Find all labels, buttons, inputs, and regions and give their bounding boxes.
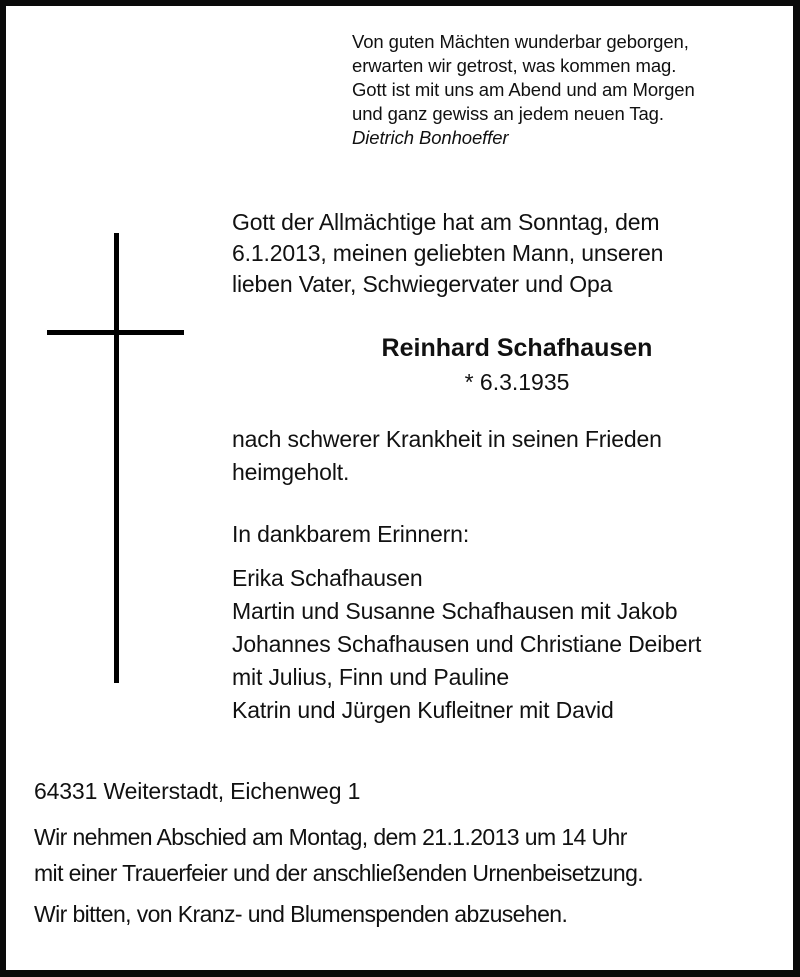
mourner-name: Katrin und Jürgen Kufleitner mit David xyxy=(232,697,614,723)
outro-line: heimgeholt. xyxy=(232,459,350,485)
intro-line: lieben Vater, Schwiegervater und Opa xyxy=(232,271,613,297)
intro-line: Gott der Allmächtige hat am Sonntag, dem xyxy=(232,209,660,235)
intro-line: 6.1.2013, meinen geliebten Mann, unseren xyxy=(232,240,664,266)
deceased-name: Reinhard Schafhausen xyxy=(381,334,653,362)
mourner-name: Erika Schafhausen xyxy=(232,565,423,591)
mourners-list xyxy=(232,562,701,727)
cross-horizontal-bar xyxy=(47,330,184,335)
address: 64331 Weiterstadt, Eichenweg 1 xyxy=(34,778,361,804)
poem-line: Gott ist mit uns am Abend und am Morgen xyxy=(352,79,695,100)
poem-line: und ganz gewiss an jedem neuen Tag. xyxy=(352,103,664,124)
announcement-outro xyxy=(232,423,662,489)
farewell-line: Wir nehmen Abschied am Montag, dem 21.1.2013 um 14 Uhr xyxy=(34,824,627,850)
poem-line: Von guten Mächten wunderbar geborgen, xyxy=(352,31,689,52)
cross-vertical-bar xyxy=(114,233,119,683)
poem-author: Dietrich Bonhoeffer xyxy=(352,127,509,148)
outro-line: nach schwerer Krankheit in seinen Frieden xyxy=(232,426,662,452)
mourner-name: Johannes Schafhausen und Christiane Deibert xyxy=(232,631,702,657)
farewell-notice xyxy=(34,819,643,891)
poem-quote xyxy=(352,30,695,150)
announcement-intro xyxy=(232,207,663,300)
donation-request: Wir bitten, von Kranz- und Blumenspenden abzusehen. xyxy=(34,901,568,927)
poem-line: erwarten wir getrost, was kommen mag. xyxy=(352,55,677,76)
mourner-name: Martin und Susanne Schafhausen mit Jakob xyxy=(232,598,678,624)
birth-date: * 6.3.1935 xyxy=(464,369,570,395)
mourner-name: mit Julius, Finn und Pauline xyxy=(232,664,510,690)
mourners-heading: In dankbarem Erinnern: xyxy=(232,521,470,547)
farewell-line: mit einer Trauerfeier und der anschließenden Urnenbeisetzung. xyxy=(34,860,644,886)
